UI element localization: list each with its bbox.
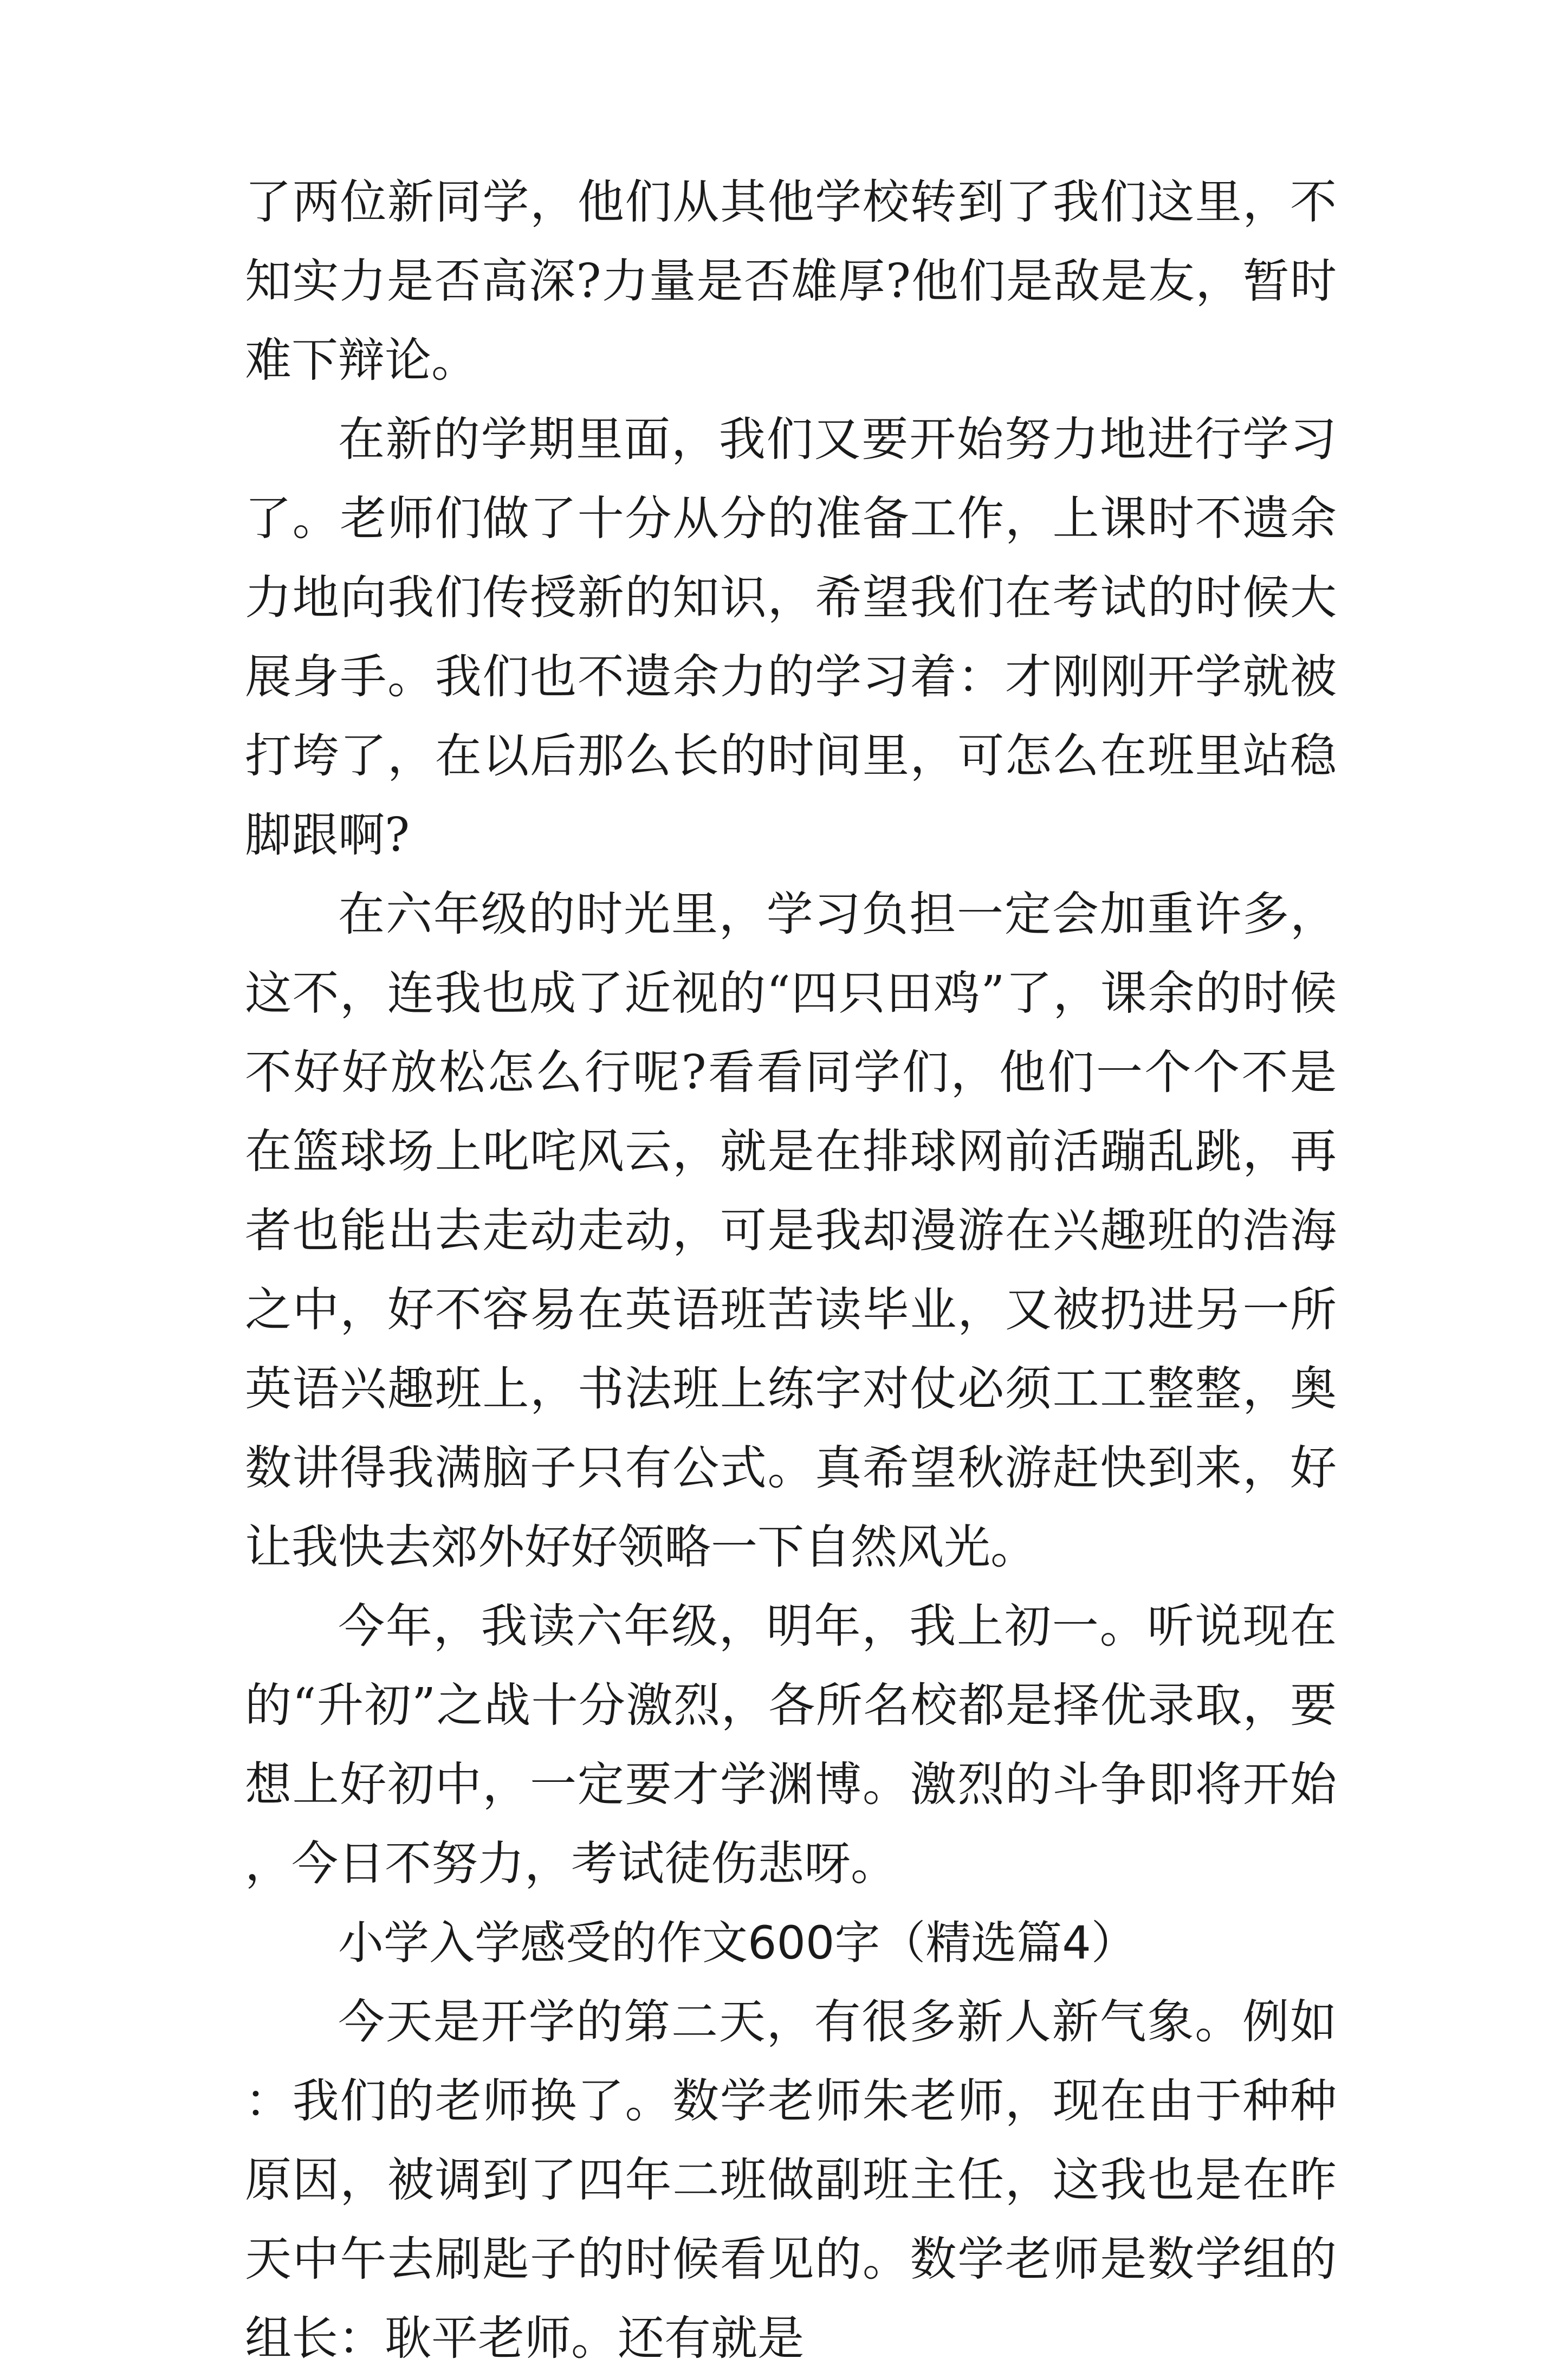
paragraph-5: 今天是开学的第二天，有很多新人新气象。例如：我们的老师换了。数学老师朱老师，现在由于种种原因，被调到了四年二班做副班主任，这我也是在昨天中午去刷匙子的时候看见的。数学老师是数学组的组长：耿平老师。还有就是	[245, 1995, 1337, 2366]
paragraph-2: 在新的学期里面，我们又要开始努力地进行学习了。老师们做了十分从分的准备工作，上课时不遗余力地向我们传授新的知识，希望我们在考试的时候大展身手。我们也不遗余力的学习着：才刚刚开学就被打垮了，在以后那么长的时间里，可怎么在班里站稳脚跟啊?	[245, 412, 1337, 862]
paragraph-4: 今年，我读六年级，明年，我上初一。听说现在的“升初”之战十分激烈，各所名校都是择优录取，要想上好初中，一定要才学渊博。激烈的斗争即将开始，今日不努力，考试徒伤悲呀。	[245, 1599, 1337, 1891]
paragraph-3: 在六年级的时光里，学习负担一定会加重许多，这不，连我也成了近视的“四只田鸡”了，课余的时候不好好放松怎么行呢?看看同学们，他们一个个不是在篮球场上叱咤风云，就是在排球网前活蹦乱跳，再者也能出去走动走动，可是我却漫游在兴趣班的浩海之中，好不容易在英语班苦读毕业，又被扔进另一所英语兴趣班上，书法班上练字对仗必须工工整整，奥数讲得我满脑子只有公式。真希望秋游赶快到来，好让我快去郊外好好领略一下自然风光。	[245, 887, 1337, 1574]
section-heading: 小学入学感受的作文600字（精选篇4）	[338, 1916, 1137, 1969]
paragraph-1: 了两位新同学，他们从其他学校转到了我们这里，不知实力是否高深?力量是否雄厚?他们是敌是友，暂时难下辩论。	[245, 175, 1337, 387]
document-body	[245, 163, 1337, 2378]
